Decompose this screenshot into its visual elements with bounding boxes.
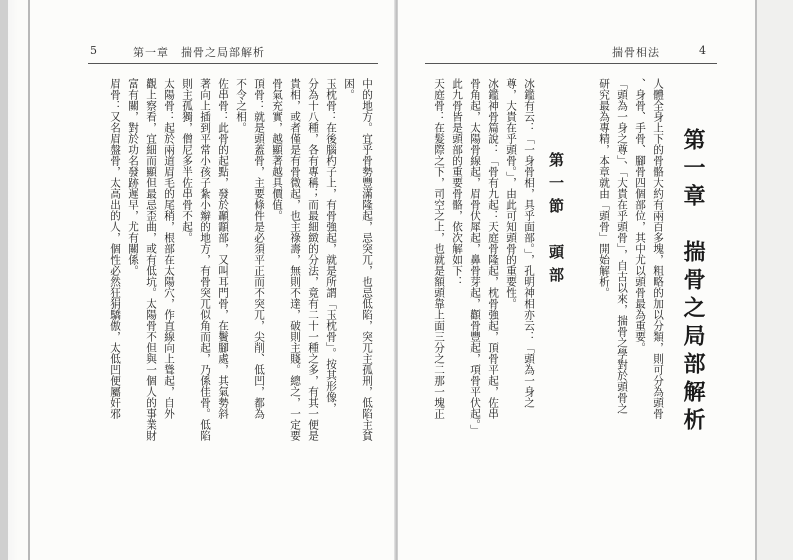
text-column: 眉骨：又名眉盤骨，太高出的人，個性必然狂狷驕傲，太低凹便屬奸邪 [109, 78, 121, 419]
text-column: 中的地方。宜乎骨勢豐滿隆起，忌突兀，也忌低陷，突兀主孤刑，低陷主貧 [361, 78, 373, 441]
text-column: 佐串骨：此骨的起點，發於顳顬部，又叫耳門骨，在鬢腳處，其氣勢斜 [217, 78, 229, 419]
text-column: 研究最為專精，本章就由「頭骨」開始解析。 [598, 78, 610, 298]
text-column: 太陽骨：起於兩道眉毛的尾稍，根部在太陽穴，作直線向上聳起，自外 [163, 78, 175, 419]
text-column: 、身骨、手骨、腳骨四個部位，其中尤以頭骨最為重要。 [634, 78, 646, 353]
text-column: 此九骨皆是頭部的重要骨骼，依次解如下： [451, 78, 463, 287]
text-column: 頂骨：就是頭蓋骨，主要條件是必須平正而不突兀，尖削、低凹，都為 [253, 78, 265, 419]
text-column: 天庭骨：在髮際之下，司空之上，也就是額頭靠上面三分之二那一塊正 [433, 78, 445, 419]
chapter-title: 第一章 揣骨之局部解析 [680, 128, 706, 436]
text-column: 骨氣充實，越顯著越具價值。 [271, 78, 283, 221]
text-column: 「頭為一身之尊」、「大貴在乎頭骨」，自古以來，揣骨之學對於頭骨之 [616, 78, 628, 415]
scan-edge-shadow [0, 0, 8, 560]
left-header-rule [88, 63, 378, 64]
right-header-rule [425, 63, 717, 64]
scan-right-margin [757, 0, 793, 560]
text-column: 尊，大貴在乎頭骨。」，由此可知頭骨的重要性。 [505, 78, 517, 310]
text-column: 玉枕骨：在後腦杓子上，有骨強起，就是所謂「玉枕骨」。按其形像， [325, 78, 337, 414]
section-title: 第一節 頭部 [547, 152, 565, 290]
right-page-number: 4 [699, 44, 707, 57]
right-running-header: 揣骨相法 [612, 46, 660, 59]
text-column: 分為十八種，各有專稱；而最細緻的分法，竟有二十一種之多，有其一便是 [307, 78, 319, 441]
text-column: 則主孤獨，僧尼多半佐串骨不起。 [181, 78, 193, 243]
text-column: 不令之相。 [235, 78, 247, 133]
text-column: 骨角起，太陽骨線起，眉骨伏犀起，鼻骨芽起，顴骨豐起，項骨平伏起。」 [469, 78, 481, 436]
text-column: 貴相，或者僅是有骨微起，也主祿壽，無則不達，破則主賤。總之，一定要 [289, 78, 301, 441]
text-column: 冰鑑神骨篇說：「骨有九起：天庭骨隆起，枕骨強起，頂骨平起，佐串 [487, 78, 499, 419]
text-column: 冰鑑有云：「一身骨相，具乎面部。」，孔明神相亦云：「頭為一身之 [523, 78, 535, 409]
left-running-header: 第一章 揣骨之局部解析 [133, 46, 265, 59]
left-page [28, 0, 397, 560]
text-column: 觀上察看，宜細而顯但最忌歪曲，或有低坑。太陽骨不但與一個人的事業財 [145, 78, 157, 441]
text-column: 著向上插到平常小孩子紮小辮的地方，有骨突兀似角而起，乃係佳骨。低陷 [199, 78, 211, 441]
text-column: 富有關，對於功名發跡遲早，尤有關係。 [127, 78, 139, 276]
text-column: 困。 [343, 78, 355, 100]
left-page-number: 5 [90, 44, 98, 57]
text-column: 人體全身上下的骨骼大約有兩百多塊，粗略的加以分類，則可分為頭骨 [652, 78, 664, 419]
